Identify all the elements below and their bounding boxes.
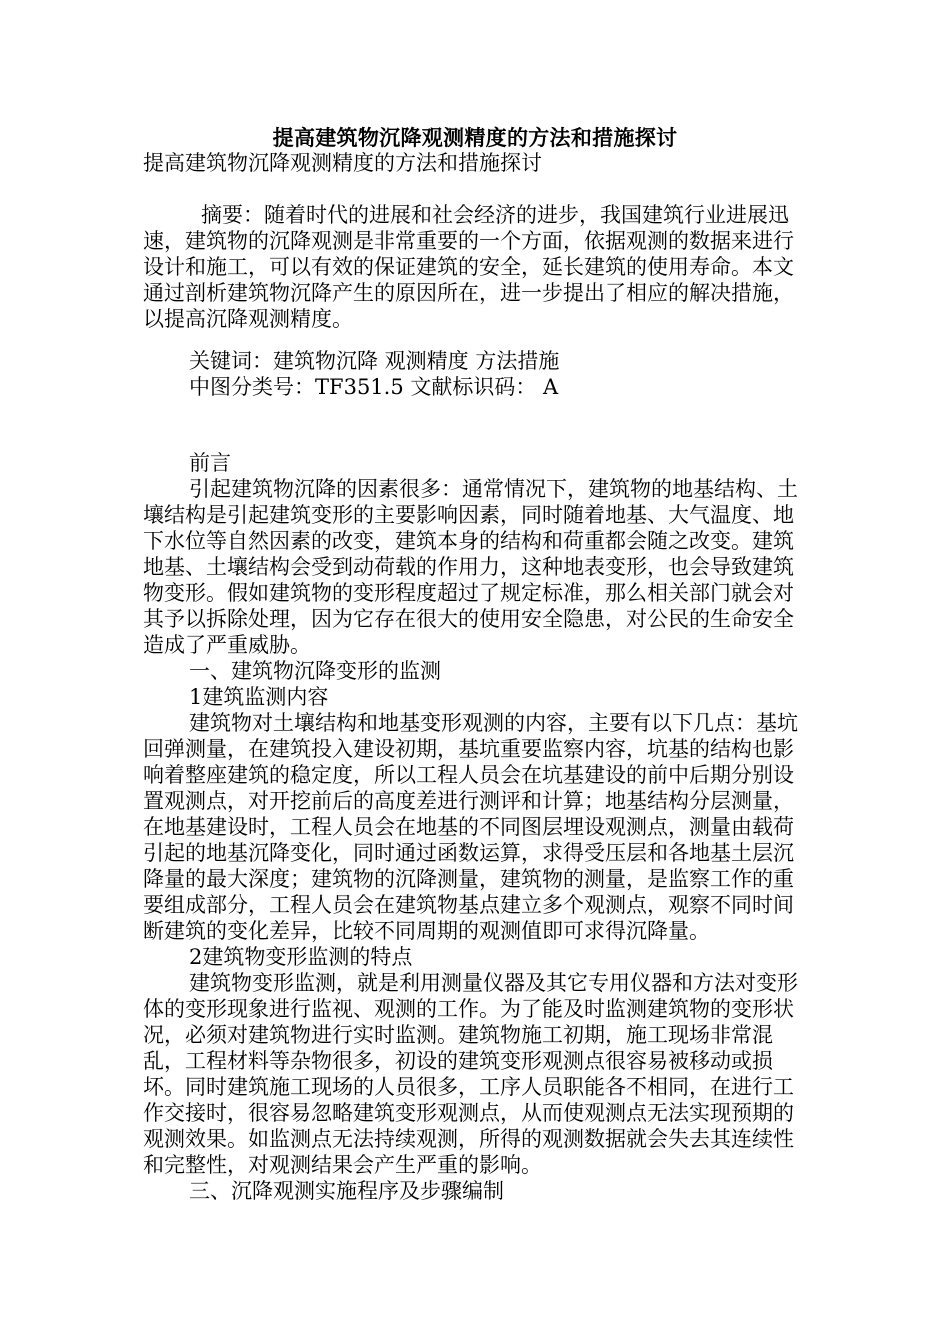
preface-paragraph: 引起建筑物沉降的因素很多：通常情况下，建筑物的地基结构、土壤结构是引起建筑变形的主要影响因素，同时随着地基、大气温度、地下水位等自然因素的改变，建筑本身的结构和荷重都会随之改变。建筑地基、土壤结构会受到动荷载的作用力，这种地表变形，也会导致建筑物变形。假如建筑物的变形程度超过了规定标准，那么相关部门就会对其予以拆除处理，因为它存在很大的使用安全隐患，对公民的生命安全造成了严重威胁。 <box>143 477 798 657</box>
preface-heading: 前言 <box>189 451 231 475</box>
abstract-block <box>143 202 809 332</box>
keywords-line: 关键词：建筑物沉降 观测精度 方法措施 <box>189 349 560 373</box>
section-3-heading: 三、沉降观测实施程序及步骤编制 <box>189 1179 504 1203</box>
section-1-heading: 一、建筑物沉降变形的监测 <box>189 659 441 683</box>
document-title: 提高建筑物沉降观测精度的方法和措施探讨 <box>272 126 678 150</box>
document-subtitle: 提高建筑物沉降观测精度的方法和措施探讨 <box>143 151 542 175</box>
classification-line: 中图分类号：TF351.5 文献标识码： A <box>189 375 559 399</box>
abstract-paragraph: 摘要：随着时代的进展和社会经济的进步，我国建筑行业进展迅速，建筑物的沉降观测是非常重要的一个方面，依据观测的数据来进行设计和施工，可以有效的保证建筑的安全，延长建筑的使用寿命。本文通过剖析建筑物沉降产生的原因所在，进一步提出了相应的解决措施，以提高沉降观测精度。 <box>143 203 794 331</box>
subsection-2-paragraph: 建筑物变形监测，就是利用测量仪器及其它专用仪器和方法对变形体的变形现象进行监视、观测的工作。为了能及时监测建筑物的变形状况，必须对建筑物进行实时监测。建筑物施工初期，施工现场非常混乱，工程材料等杂物很多，初设的建筑变形观测点很容易被移动或损坏。同时建筑施工现场的人员很多，工序人员职能各不相同，在进行工作交接时，很容易忽略建筑变形观测点，从而使观测点无法实现预期的观测效果。如监测点无法持续观测，所得的观测数据就会失去其连续性和完整性，对观测结果会产生严重的影响。 <box>143 971 798 1177</box>
subsection-2-heading: 2建筑物变形监测的特点 <box>189 945 413 969</box>
subsection-1-heading: 1建筑监测内容 <box>189 685 329 709</box>
subsection-1-paragraph: 建筑物对土壤结构和地基变形观测的内容，主要有以下几点：基坑回弹测量，在建筑投入建设初期，基坑重要监察内容，坑基的结构也影响着整座建筑的稳定度，所以工程人员会在坑基建设的前中后期分别设置观测点，对开挖前后的高度差进行测评和计算；地基结构分层测量，在地基建设时，工程人员会在地基的不同图层埋设观测点，测量由载荷引起的地基沉降变化，同时通过函数运算，求得受压层和各地基土层沉降量的最大深度；建筑物的沉降测量，建筑物的测量，是监察工作的重要组成部分，工程人员会在建筑物基点建立多个观测点，观察不同时间断建筑的变化差异，比较不同周期的观测值即可求得沉降量。 <box>143 711 798 943</box>
main-body <box>143 450 809 1204</box>
keywords-block <box>143 348 809 400</box>
